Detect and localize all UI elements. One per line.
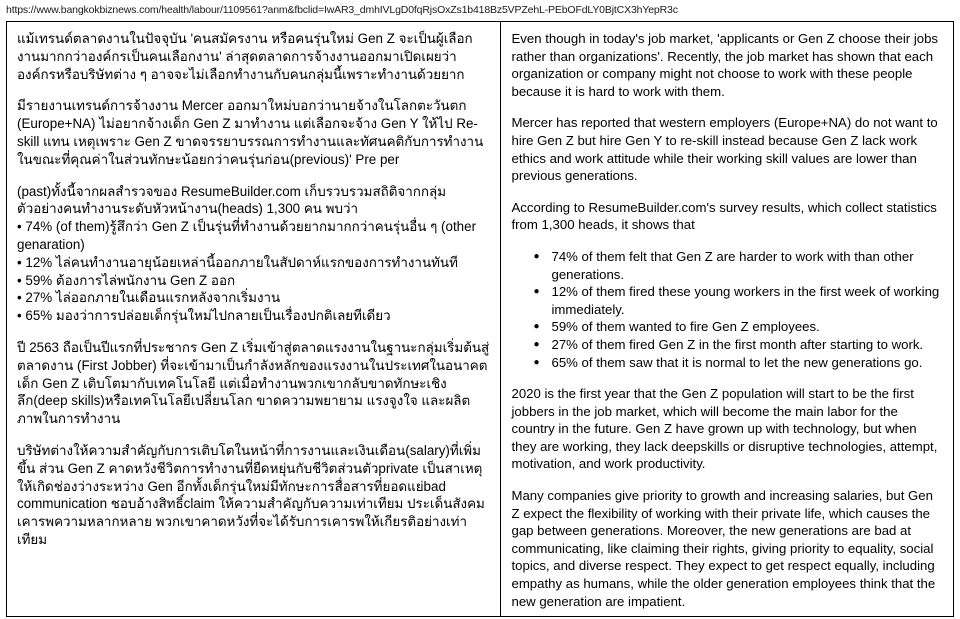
translation-bullet-item: ● 27% of them fired Gen Z in the first month after starting to work. [551, 336, 943, 354]
source-bullet-item: • 65% มองว่าการปล่อยเด็กรุ่นใหม่ไปกลายเป็นเรื่องปกติเลยทีเดียว [17, 308, 391, 324]
source-paragraph-3-intro: (past)ทั้งนี้จากผลสำรวจของ ResumeBuilder.com เก็บรวบรวมสถิติจากกลุ่มตัวอย่างคนทำงานระดับหัวหน้างาน(heads) 1,300 คน พบว่า [17, 183, 447, 217]
source-paragraph-1: แม้เทรนด์ตลาดงานในปัจจุบัน 'คนสมัครงาน หรือคนรุ่นใหม่ Gen Z จะเป็นผู้เลือกงานมากกว่าองค์กรเป็นคนเลือกงาน' ล่าสุดตลาดการจ้างงานออกมาเปิดเผยว่า องค์กรหรือบริษัทต่าง ๆ อาจจะไม่เลือกทำงานกับคนกลุ่มนี้เพราะทำงานด้วยยาก [17, 31, 473, 82]
translation-paragraph-3-intro: According to ResumeBuilder.com's survey results, which collect statistics from 1,300 heads, it shows that [511, 199, 937, 233]
source-paragraph-5: บริษัทต่างให้ความสำคัญกับการเติบโตในหน้าที่การงานและเงินเดือน(salary)ที่เพิ่มขึ้น ส่วน Gen Z คาดหวังชีวิตการทำงานที่ยืดหยุ่นกับชีวิตส่วนตัวprivate เป็นสาเหตุให้เกิดช่องว่างระหว่าง Gen อีกทั้งเด็กรุ่นใหม่มีทักษะการสื่อสารที่ยอดแย่bad communication ชอบอ้างสิทธิ์claim ให้ความสำคัญกับความเท่าเทียม ประเด็นสังคมเคารพความหลากหลาย พวกเขาคาดหวังที่จะได้รับการเคารพให้เกียรติอย่างเท่าเทียม [17, 442, 485, 547]
source-bullet-list [17, 218, 490, 325]
source-bullet-item: • 59% ต้องการไล่พนักงาน Gen Z ออก [17, 272, 236, 288]
source-paragraph-2: มีรายงานเทรนด์การจ้างงาน Mercer ออกมาใหม่บอกว่านายจ้างในโลกตะวันตก (Europe+NA) ไม่อยากจ้างเด็ก Gen Z มาทำงาน แต่เลือกจะจ้าง Gen Y ให้ไป Re-skill แทน เหตุเพราะ Gen Z ขาดจรรยาบรรณการทำงานและทัศนคติกับการทำงาน ในขณะที่คุณค่าในส่วนทักษะน้อยกว่าคนรุ่นก่อน(previous)' Pre per [17, 98, 484, 167]
translation-bullet-item: ● 65% of them saw that it is normal to let the new generations go. [551, 354, 943, 372]
translation-bullet-list [511, 248, 943, 371]
translation-paragraph-2: Mercer has reported that western employers (Europe+NA) do not want to hire Gen Z but hire Gen Y to re-skill instead because Gen Z lack work ethics and work attitude while their working skill values are lower than previous generations. [511, 115, 938, 184]
translation-bullet-item: ● 12% of them fired these young workers in the first week of working immediately. [551, 283, 943, 318]
translation-text-column [501, 22, 953, 616]
source-paragraph-4: ปี 2563 ถือเป็นปีแรกที่ประชากร Gen Z เริ่มเข้าสู่ตลาดแรงงานในฐานะกลุ่มเริ่มต้นสู่ตลาดงาน (First Jobber) ที่จะเข้ามาเป็นกำลังหลักของแรงงานในประเทศในอนาคต เด็ก Gen Z เติบโตมากับเทคโนโลยี แต่เมื่อทำงานพวกเขากลับขาดทักษะเชิงลึก(deep skills)หรือเทคโนโลยีเปลี่ยนโลก ขาดความพยายาม แรงจูงใจ และผลิตภาพในการทำงาน [17, 339, 490, 427]
translation-paragraph-5: Many companies give priority to growth and increasing salaries, but Gen Z expect the flexibility of working with their private life, which causes the gap between generations. Moreover, the new generations are bad at communicating, like claiming their rights, giving priority to equality, social topics, and diverse respect. They expect to get respect equally, including empathy as humans, while the older generation employees think that the new generation are impatient. [511, 488, 936, 609]
source-bullet-item: • 27% ไล่ออกภายในเดือนแรกหลังจากเริ่มงาน [17, 290, 281, 306]
translation-bullet-item: ● 59% of them wanted to fire Gen Z employees. [551, 318, 943, 336]
translation-paragraph-4: 2020 is the first year that the Gen Z population will start to be the first jobbers in the job market, which will become the main labor for the country in the future. Gen Z have grown up with technology, but when they are working, they lack deepskills or disruptive technologies, attempt, motivation, and work productivity. [511, 386, 938, 472]
translation-paragraph-1: Even though in today's job market, 'applicants or Gen Z choose their jobs rather than organizations'. Recently, the job market has shown that each organization or company might not choose to work with these people because it is hard to work with them. [511, 31, 939, 99]
source-bullet-item: • 74% (of them)รู้สึกว่า Gen Z เป็นรุ่นที่ทำงานด้วยยากมากกว่าคนรุ่นอื่น ๆ (other genaration) [17, 219, 477, 252]
translation-bullet-item: ● 74% of them felt that Gen Z are harder to work with than other generations. [551, 248, 943, 283]
url-bar[interactable]: https://www.bangkokbiznews.com/health/labour/1109561?anm&fbclid=IwAR3_dmhIVLgD0fqRjsOxZs1b418Bz5VPZehL-PEbOFdLY0BjtCX3hYepR3c [6, 4, 678, 16]
source-bullet-item: • 12% ไล่คนทำงานอายุน้อยเหล่านี้ออกภายในสัปดาห์แรกของการทำงานทันที [17, 254, 458, 270]
translation-table [6, 21, 954, 617]
source-text-column [7, 22, 501, 616]
